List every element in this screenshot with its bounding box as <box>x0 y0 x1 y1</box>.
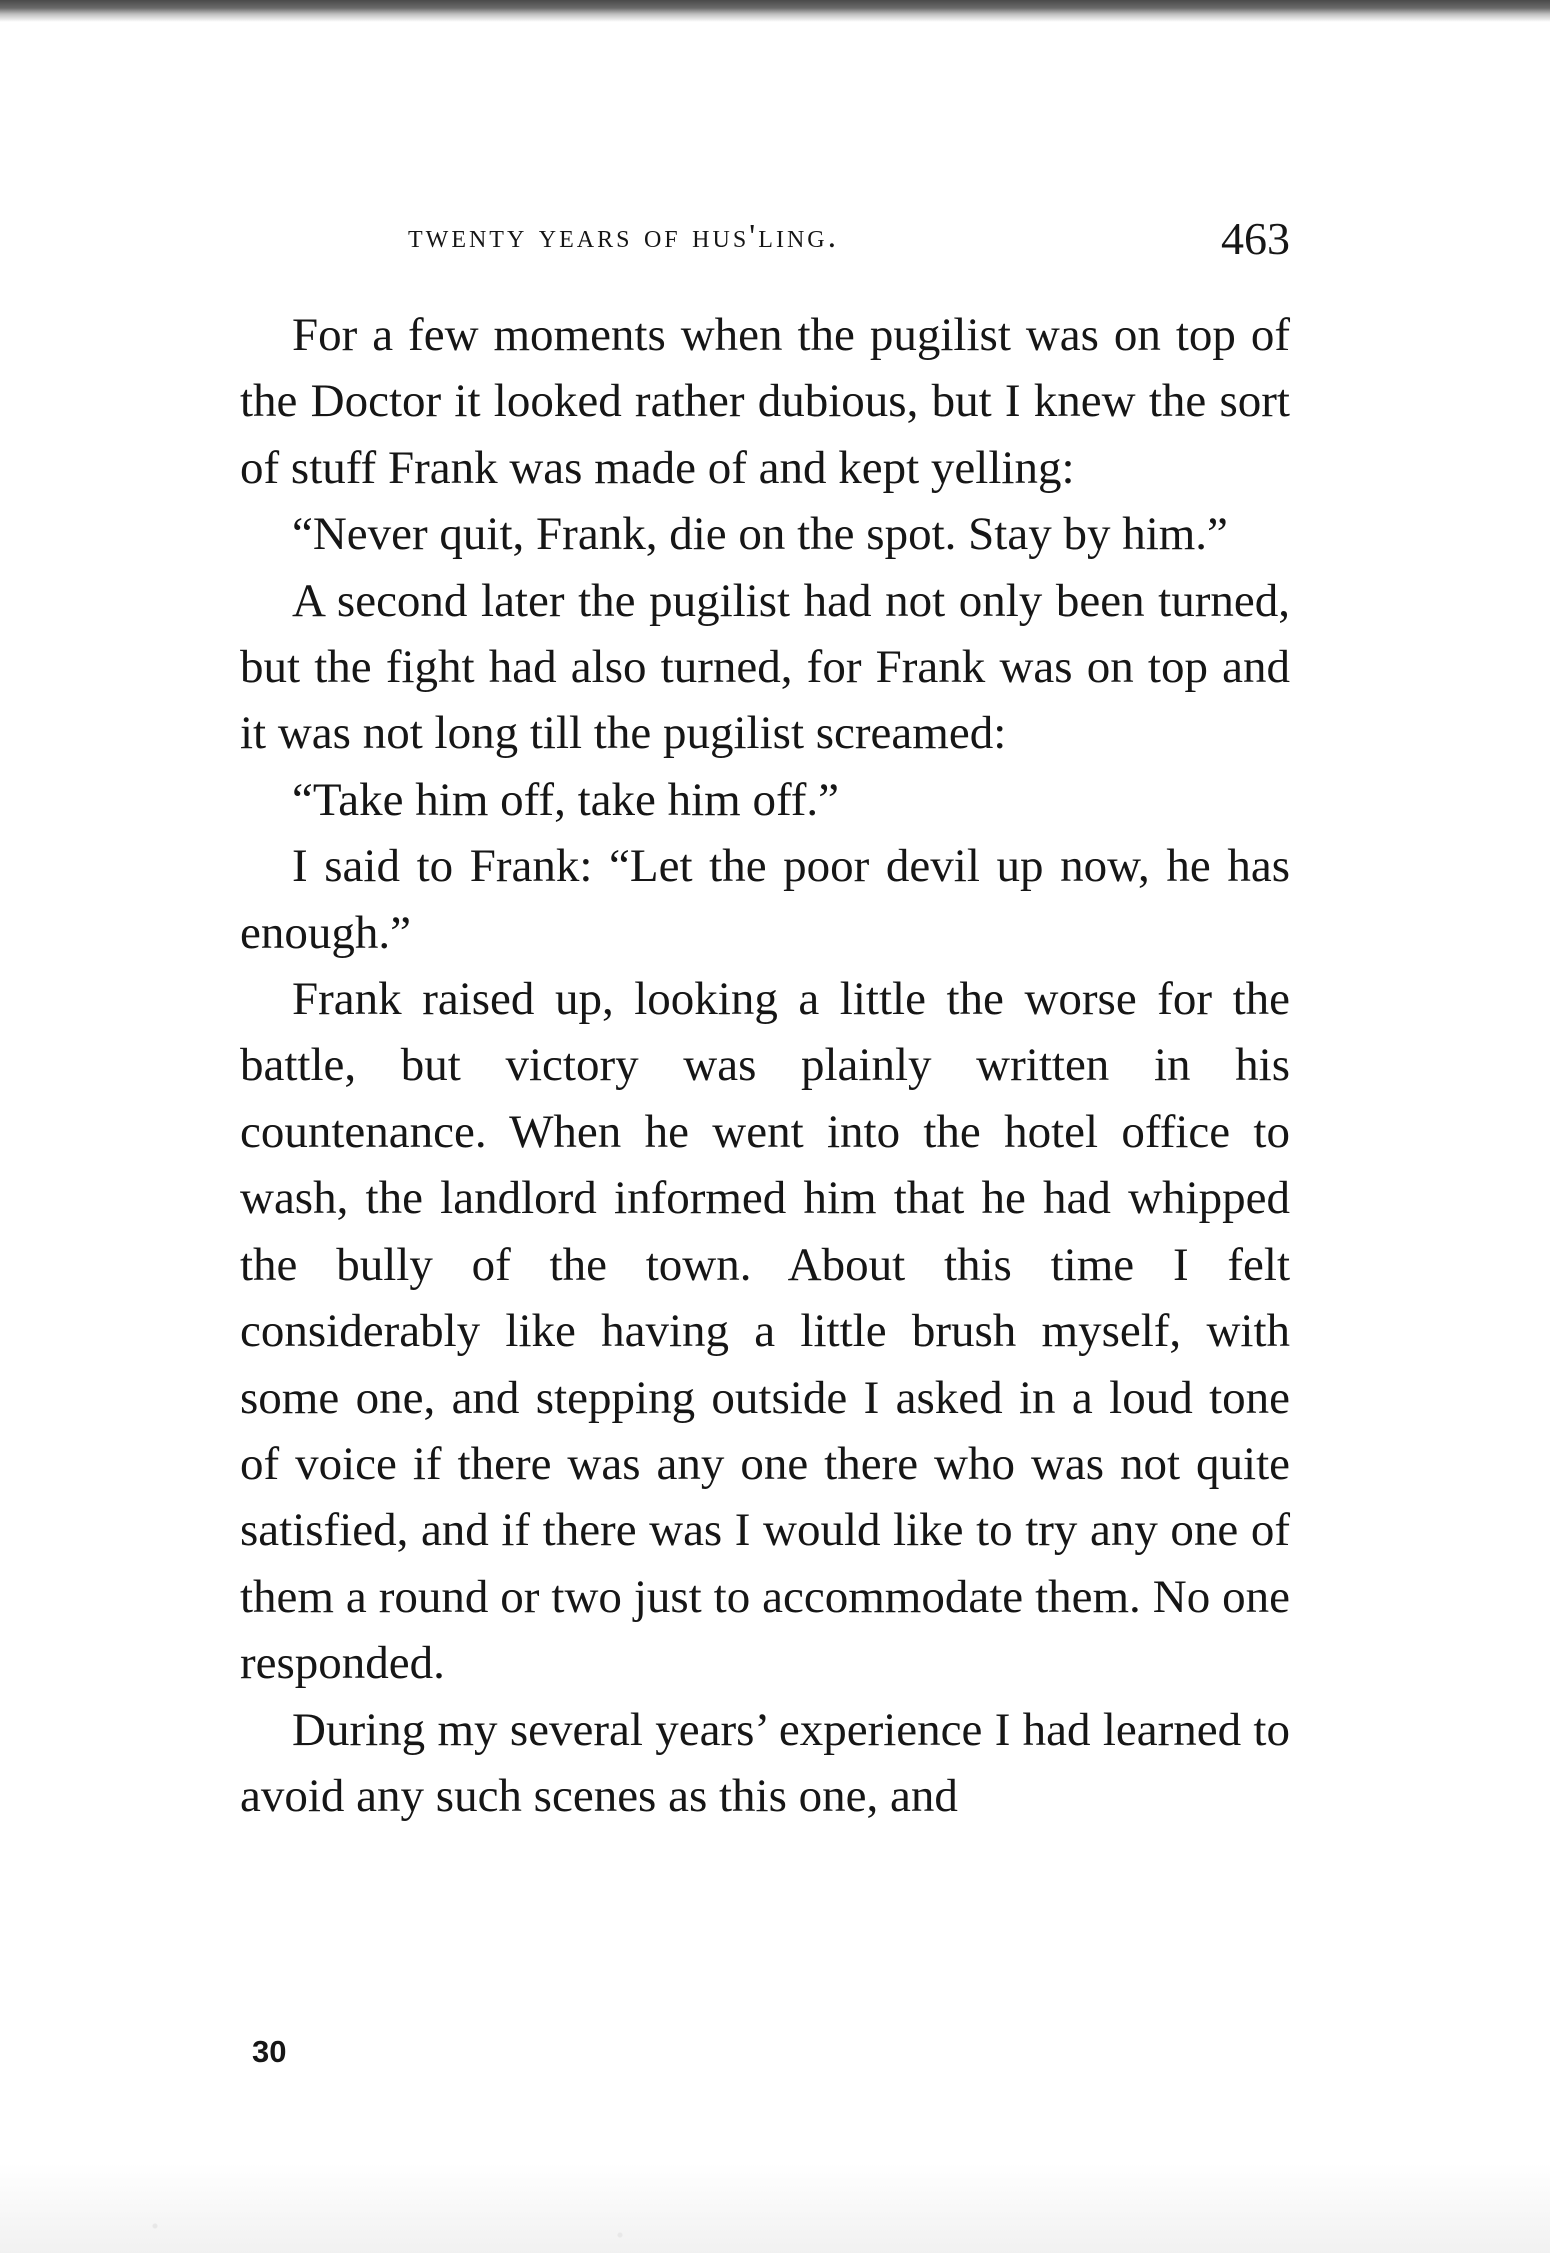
paragraph: Frank raised up, looking a little the worse for the battle, but victory was plainly written in his countenance. When he went into the hotel office to wash, the landlord informed him that he had whipped the bully of the town. About this time I felt considerably like having a little brush myself, with some one, and stepping outside I asked in a loud tone of voice if there was any one there who was not quite satisfied, and if there was I would like to try any one of them a round or two just to accommodate them. No one responded. <box>240 973 1290 1690</box>
running-head: twenty years of hus'ling. <box>408 218 840 255</box>
paragraph: “Never quit, Frank, die on the spot. Stay by him.” <box>292 508 1228 561</box>
signature-mark: 30 <box>252 2034 287 2069</box>
scan-top-edge <box>0 0 1550 22</box>
scan-bottom-edge <box>0 2163 1550 2253</box>
paragraph: I said to Frank: “Let the poor devil up now, he has enough.” <box>240 840 1290 959</box>
page-body <box>240 302 1290 1829</box>
paragraph: For a few moments when the pugilist was on top of the Doctor it looked rather dubious, but I knew the sort of stuff Frank was made of and kept yelling: <box>240 309 1290 494</box>
page-number: 463 <box>1221 213 1290 264</box>
paragraph: “Take him off, take him off.” <box>292 773 840 826</box>
paragraph: A second later the pugilist had not only been turned, but the fight had also turned, for Frank was on top and it was not long till the pugilist screamed: <box>240 574 1290 760</box>
page-header <box>240 212 1290 272</box>
paragraph: During my several years’ experience I had learned to avoid any such scenes as this one, and <box>240 1703 1290 1822</box>
